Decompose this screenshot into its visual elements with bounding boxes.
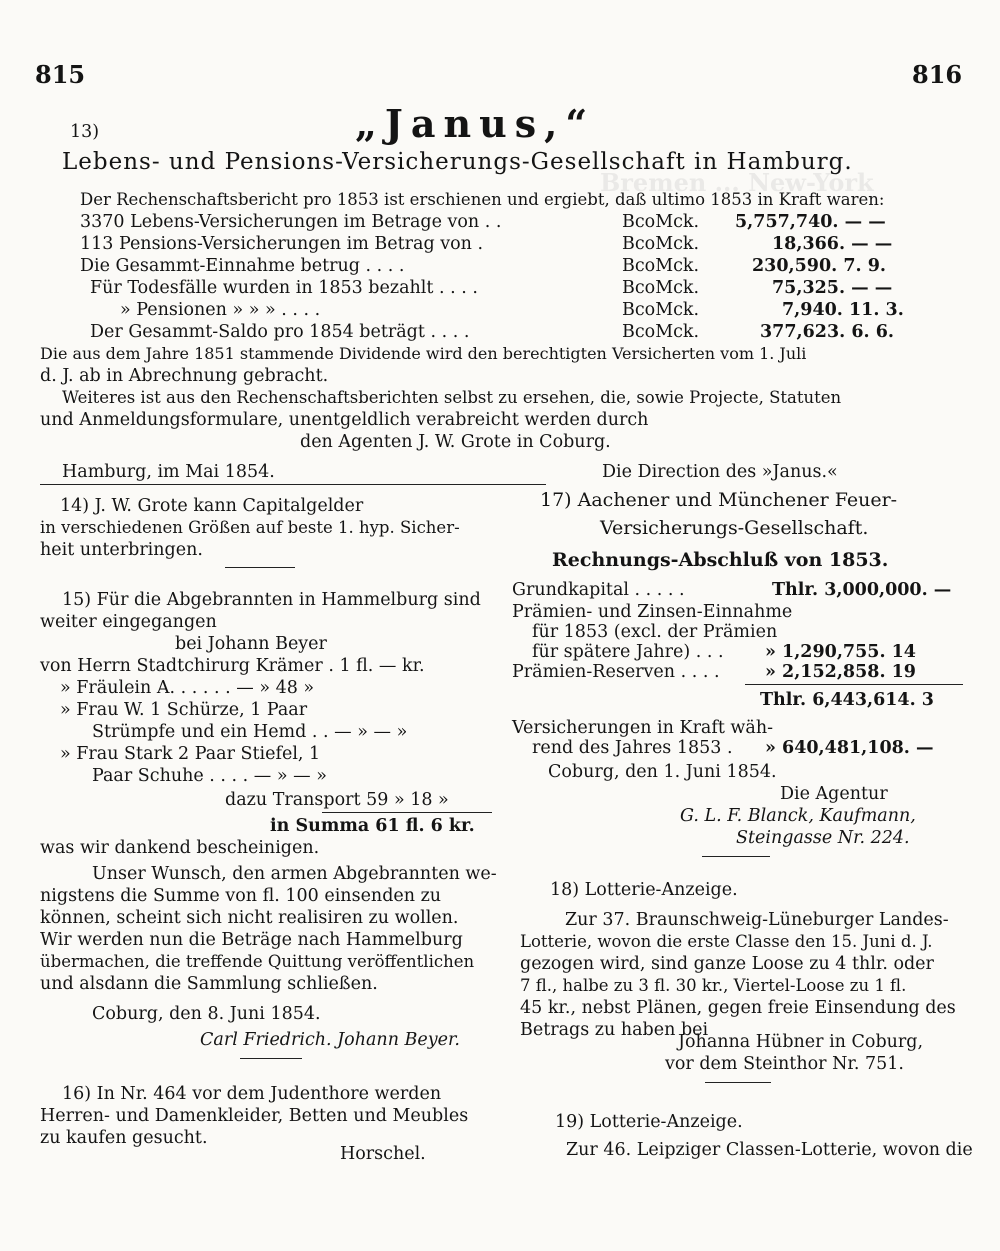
notice-15-wish-line: können, scheint sich nicht realisiren zu wollen. [40,908,459,928]
janus-title: „Janus,“ [355,101,596,146]
account-row-label: Grundkapital . . . . . [512,580,685,600]
notice-17-agent: G. L. F. Blanck, Kaufmann, [680,806,916,826]
donation-item: Strümpfe und ein Hemd . . — » — » [92,722,408,742]
notice-14-line2: in verschiedenen Größen auf beste 1. hyp. Sicher- [40,518,460,537]
notice-15-wish-line: nigstens die Summe von fl. 100 einsenden zu [40,886,442,906]
notice-18-line: gezogen wird, sind ganze Loose zu 4 thlr. oder [520,954,934,974]
notice-number: 13) [70,122,100,142]
janus-further-line2: und Anmeldungsformulare, unentgeldlich verabreicht werden durch [40,410,649,430]
janus-row-currency: BcoMck. [622,322,700,342]
notice-18-seller: Johanna Hübner in Coburg, [678,1032,924,1052]
notice-17-agency: Die Agentur [780,784,888,804]
janus-intro: Der Rechenschaftsbericht pro 1853 ist erschienen und ergiebt, daß ultimo 1853 in Kraft waren: [80,190,885,209]
notice-15-line2: weiter eingegangen [40,612,217,632]
insured-line2: rend des Jahres 1853 . [532,738,733,758]
insured-amount: » 640,481,108. — [765,738,934,758]
notice-17-date: Coburg, den 1. Juni 1854. [548,762,777,782]
notice-17-line1: 17) Aachener und Münchener Feuer- [540,489,898,511]
account-total: Thlr. 6,443,614. 3 [760,690,934,710]
notice-18-title: 18) Lotterie-Anzeige. [550,880,738,900]
janus-row-currency: BcoMck. [622,256,700,276]
janus-dividend-line1: Die aus dem Jahre 1851 stammende Dividende wird den berechtigten Versicherten vom 1. Juli [40,344,807,363]
notice-15-date: Coburg, den 8. Juni 1854. [92,1004,321,1024]
janus-agent-line: den Agenten J. W. Grote in Coburg. [300,432,611,452]
janus-row-label: Die Gesammt-Einnahme betrug . . . . [80,256,405,276]
janus-further-line1: Weiteres ist aus den Rechenschaftsberichten selbst zu ersehen, die, sowie Projecte, Statuten [62,388,842,407]
janus-row-currency: BcoMck. [622,234,700,254]
janus-row-label: Der Gesammt-Saldo pro 1854 beträgt . . . . [90,322,470,342]
notice-18-line: Lotterie, wovon die erste Classe den 15. Juni d. J. [520,932,933,951]
donation-transport: dazu Transport 59 » 18 » [225,790,449,810]
sum-rule [322,812,492,813]
notice-15-wish-line: Wir werden nun die Beträge nach Hammelburg [40,930,463,950]
notice-16-signature: Horschel. [340,1144,426,1164]
janus-row-amount: 75,325. — — [772,278,893,298]
notice-14-line3: heit unterbringen. [40,540,203,560]
divider [705,1082,771,1083]
notice-18-line: Betrags zu haben bei [520,1020,709,1040]
janus-row-label: » Pensionen » » » . . . . [120,300,321,320]
account-row-amount: » 2,152,858. 19 [765,662,916,682]
notice-15-line3: bei Johann Beyer [175,634,327,654]
donation-item: » Frau Stark 2 Paar Stiefel, 1 [60,744,321,764]
notice-15-thanks: was wir dankend bescheinigen. [40,838,320,858]
insured-line1: Versicherungen in Kraft wäh- [512,718,774,738]
donation-item: » Frau W. 1 Schürze, 1 Paar [60,700,308,720]
notice-15-wish-line: und alsdann die Sammlung schließen. [40,974,378,994]
sum-rule [745,684,963,685]
account-row-amount: » 1,290,755. 14 [765,642,916,662]
notice-19-line: Zur 46. Leipziger Classen-Lotterie, wovon die [566,1140,973,1160]
notice-16-line1: 16) In Nr. 464 vor dem Judenthore werden [62,1084,442,1104]
divider [225,567,295,568]
notice-17-line2: Versicherungs-Gesellschaft. [600,517,869,539]
page-number-right: 816 [912,60,963,89]
divider [702,856,770,857]
janus-dividend-line2: d. J. ab in Abrechnung gebracht. [40,366,329,386]
notice-16-line3: zu kaufen gesucht. [40,1128,208,1148]
janus-row-amount: 7,940. 11. 3. [782,300,904,320]
notice-15-wish-line: Unser Wunsch, den armen Abgebrannten we- [92,864,497,884]
divider [240,1058,302,1059]
janus-place-date: Hamburg, im Mai 1854. [62,462,275,482]
janus-row-amount: 377,623. 6. 6. [760,322,894,342]
divider [40,484,546,485]
account-row-label: für 1853 (excl. der Prämien [532,622,778,642]
notice-15-line1: 15) Für die Abgebrannten in Hammelburg sind [62,590,481,610]
janus-row-currency: BcoMck. [622,300,700,320]
donation-item: Paar Schuhe . . . . — » — » [92,766,327,786]
janus-row-amount: 5,757,740. — — [735,212,886,232]
account-row-label: Prämien- und Zinsen-Einnahme [512,602,793,622]
page-number-left: 815 [35,60,86,89]
notice-17-address: Steingasse Nr. 224. [736,828,910,848]
notice-15-signers: Carl Friedrich. Johann Beyer. [200,1030,460,1050]
notice-14-line1: 14) J. W. Grote kann Capitalgelder [60,496,364,516]
account-row-label: Prämien-Reserven . . . . [512,662,720,682]
notice-17-heading: Rechnungs-Abschluß von 1853. [552,549,889,571]
janus-row-label: Für Todesfälle wurden in 1853 bezahlt . . . . [90,278,478,298]
bleed-through: Bremen ... New-York [600,168,874,197]
notice-18-line: 45 kr., nebst Plänen, gegen freie Einsendung des [520,998,956,1018]
janus-signature: Die Direction des »Janus.« [602,462,838,482]
notice-19-title: 19) Lotterie-Anzeige. [555,1112,743,1132]
janus-row-currency: BcoMck. [622,278,700,298]
janus-subtitle: Lebens- und Pensions-Versicherungs-Gesellschaft in Hamburg. [62,149,853,175]
account-row-amount: Thlr. 3,000,000. — [772,580,952,600]
donation-item: von Herrn Stadtchirurg Krämer . 1 fl. — kr. [40,656,425,676]
janus-row-label: 113 Pensions-Versicherungen im Betrag von . [80,234,484,254]
janus-row-amount: 18,366. — — [772,234,893,254]
notice-18-line: 7 fl., halbe zu 3 fl. 30 kr., Viertel-Loose zu 1 fl. [520,976,907,995]
janus-row-amount: 230,590. 7. 9. [752,256,886,276]
janus-row-currency: BcoMck. [622,212,700,232]
notice-18-line: Zur 37. Braunschweig-Lüneburger Landes- [565,910,949,930]
account-row-label: für spätere Jahre) . . . [532,642,724,662]
notice-16-line2: Herren- und Damenkleider, Betten und Meubles [40,1106,469,1126]
donation-total: in Summa 61 fl. 6 kr. [270,816,475,836]
notice-15-wish-line: übermachen, die treffende Quittung veröffentlichen [40,952,475,971]
janus-row-label: 3370 Lebens-Versicherungen im Betrage von . . [80,212,502,232]
notice-18-address: vor dem Steinthor Nr. 751. [665,1054,904,1074]
donation-item: » Fräulein A. . . . . . — » 48 » [60,678,315,698]
